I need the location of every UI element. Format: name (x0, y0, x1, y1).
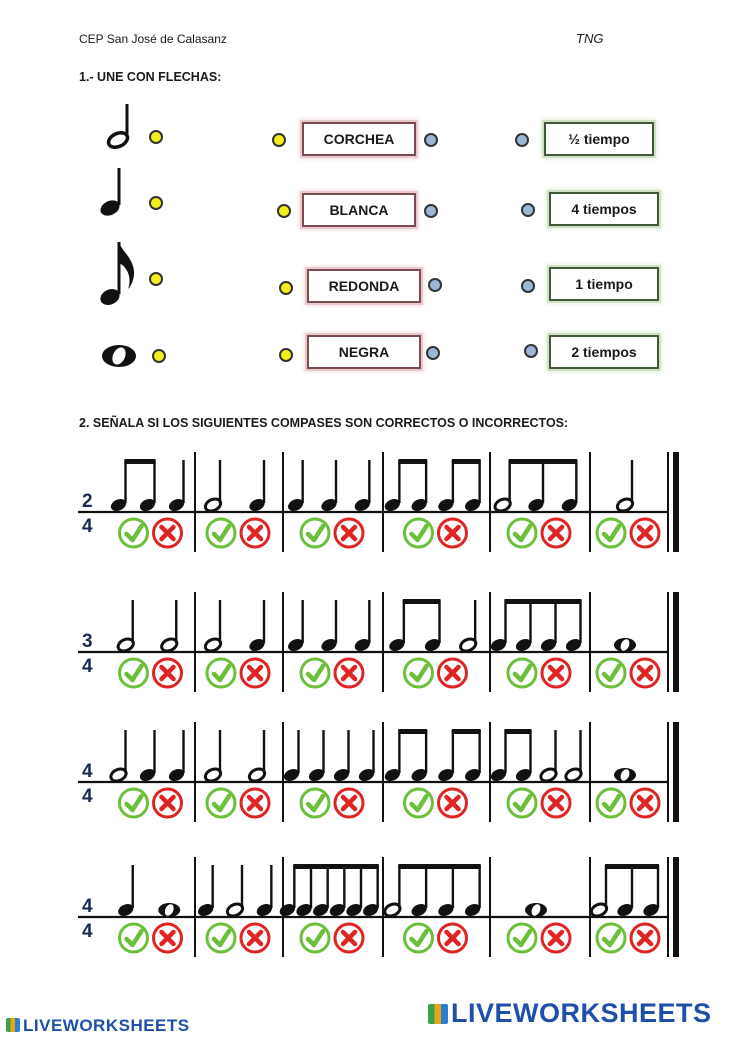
correct-check-icon[interactable] (301, 519, 329, 547)
correct-check-icon[interactable] (597, 924, 625, 952)
beam (398, 864, 480, 869)
correct-check-icon[interactable] (508, 789, 536, 817)
incorrect-x-icon[interactable] (241, 789, 269, 817)
quarter-note-icon (98, 168, 122, 219)
incorrect-x-icon[interactable] (439, 789, 467, 817)
teacher-initials: TNG (576, 31, 604, 46)
measures-svg (0, 430, 735, 960)
measure-row (78, 722, 679, 822)
correct-check-icon[interactable] (405, 789, 433, 817)
final-bar-thick (673, 592, 679, 692)
incorrect-x-icon[interactable] (335, 789, 363, 817)
incorrect-x-icon[interactable] (439, 519, 467, 547)
incorrect-x-icon[interactable] (335, 659, 363, 687)
incorrect-x-icon[interactable] (154, 789, 182, 817)
correct-check-icon[interactable] (120, 519, 148, 547)
incorrect-x-icon[interactable] (542, 789, 570, 817)
final-bar-thick (673, 722, 679, 822)
note-name-box[interactable]: BLANCA (302, 193, 416, 227)
time-signature-bottom: 4 (82, 516, 93, 537)
incorrect-x-icon[interactable] (631, 519, 659, 547)
beam (398, 459, 427, 464)
half-note-icon (106, 104, 130, 150)
correct-check-icon[interactable] (597, 519, 625, 547)
incorrect-x-icon[interactable] (439, 924, 467, 952)
incorrect-x-icon[interactable] (241, 659, 269, 687)
incorrect-x-icon[interactable] (542, 659, 570, 687)
correct-check-icon[interactable] (207, 659, 235, 687)
incorrect-x-icon[interactable] (631, 659, 659, 687)
incorrect-x-icon[interactable] (439, 659, 467, 687)
connector-dot[interactable] (426, 346, 440, 360)
connector-dot[interactable] (149, 196, 163, 210)
beam (452, 459, 481, 464)
beam (505, 599, 582, 604)
time-signature-bottom: 4 (82, 921, 93, 942)
connector-dot[interactable] (521, 279, 535, 293)
connector-dot[interactable] (515, 133, 529, 147)
beam (452, 729, 481, 734)
incorrect-x-icon[interactable] (154, 519, 182, 547)
beam (125, 459, 156, 464)
beam (605, 864, 659, 869)
final-bar-thick (673, 857, 679, 957)
correct-check-icon[interactable] (120, 924, 148, 952)
correct-check-icon[interactable] (301, 659, 329, 687)
correct-check-icon[interactable] (301, 924, 329, 952)
duration-box[interactable]: 2 tiempos (549, 335, 659, 369)
measure-row (78, 592, 679, 692)
incorrect-x-icon[interactable] (154, 659, 182, 687)
beam (509, 459, 578, 464)
correct-check-icon[interactable] (597, 659, 625, 687)
section2-title: 2. SEÑALA SI LOS SIGUIENTES COMPASES SON CORRECTOS O INCORRECTOS: (79, 416, 569, 430)
incorrect-x-icon[interactable] (335, 924, 363, 952)
note-name-box[interactable]: CORCHEA (302, 122, 416, 156)
time-signature-bottom: 4 (82, 786, 93, 807)
correct-check-icon[interactable] (508, 519, 536, 547)
incorrect-x-icon[interactable] (154, 924, 182, 952)
school-name: CEP San José de Calasanz (79, 32, 227, 46)
correct-check-icon[interactable] (120, 659, 148, 687)
beam (403, 599, 441, 604)
correct-check-icon[interactable] (301, 789, 329, 817)
correct-check-icon[interactable] (207, 924, 235, 952)
note-name-box[interactable]: NEGRA (307, 335, 421, 369)
connector-dot[interactable] (152, 349, 166, 363)
incorrect-x-icon[interactable] (542, 519, 570, 547)
eighth-note-icon (98, 242, 134, 308)
final-bar-thick (673, 452, 679, 552)
connector-dot[interactable] (521, 203, 535, 217)
connector-dot[interactable] (272, 133, 286, 147)
correct-check-icon[interactable] (405, 519, 433, 547)
measure-row (78, 452, 679, 552)
correct-check-icon[interactable] (207, 789, 235, 817)
incorrect-x-icon[interactable] (241, 519, 269, 547)
time-signature-top: 4 (82, 761, 93, 782)
time-signature-bottom: 4 (82, 656, 93, 677)
beam (293, 864, 378, 869)
beam (398, 729, 427, 734)
whole-note-icon (102, 345, 136, 367)
connector-dot[interactable] (279, 348, 293, 362)
time-signature-top: 3 (82, 631, 93, 652)
time-signature-top: 4 (82, 896, 93, 917)
incorrect-x-icon[interactable] (335, 519, 363, 547)
correct-check-icon[interactable] (508, 659, 536, 687)
measure-row (78, 857, 679, 957)
liveworksheets-logo-small: LIVEWORKSHEETS (6, 1016, 190, 1036)
incorrect-x-icon[interactable] (241, 924, 269, 952)
time-signature-top: 2 (82, 491, 93, 512)
incorrect-x-icon[interactable] (631, 924, 659, 952)
connector-dot[interactable] (424, 204, 438, 218)
incorrect-x-icon[interactable] (631, 789, 659, 817)
connector-dot[interactable] (277, 204, 291, 218)
beam (505, 729, 532, 734)
connector-dot[interactable] (424, 133, 438, 147)
duration-box[interactable]: 1 tiempo (549, 267, 659, 301)
note-name-box[interactable]: REDONDA (307, 269, 421, 303)
duration-box[interactable]: 4 tiempos (549, 192, 659, 226)
connector-dot[interactable] (428, 278, 442, 292)
correct-check-icon[interactable] (207, 519, 235, 547)
correct-check-icon[interactable] (597, 789, 625, 817)
correct-check-icon[interactable] (120, 789, 148, 817)
correct-check-icon[interactable] (405, 924, 433, 952)
incorrect-x-icon[interactable] (542, 924, 570, 952)
connector-dot[interactable] (279, 281, 293, 295)
duration-box[interactable]: ½ tiempo (544, 122, 654, 156)
connector-dot[interactable] (149, 130, 163, 144)
liveworksheets-logo: LIVEWORKSHEETS (428, 998, 712, 1029)
correct-check-icon[interactable] (508, 924, 536, 952)
connector-dot[interactable] (524, 344, 538, 358)
correct-check-icon[interactable] (405, 659, 433, 687)
connector-dot[interactable] (149, 272, 163, 286)
section1-title: 1.- UNE CON FLECHAS: (79, 70, 222, 84)
